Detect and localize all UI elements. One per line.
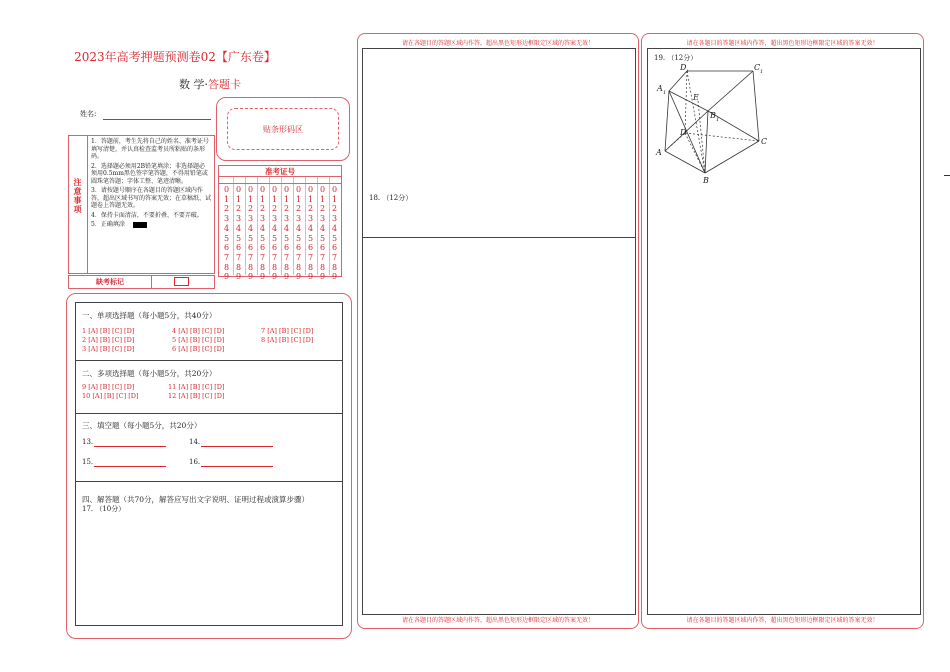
choice-q6[interactable]: 6 [A] [B] [C] [D] bbox=[172, 345, 225, 353]
answer-panel-inner bbox=[75, 302, 343, 626]
exam-digit-bubble[interactable]: 4 bbox=[235, 223, 242, 233]
exam-digit-bubble[interactable]: 5 bbox=[331, 233, 338, 243]
filled-bubble-sample bbox=[133, 222, 147, 228]
exam-digit-bubble[interactable]: 1 bbox=[271, 194, 278, 204]
label-b1: B bbox=[710, 111, 716, 120]
section2-col1 bbox=[82, 383, 138, 401]
barcode-label: 贴条形码区 bbox=[263, 125, 303, 134]
exam-digit-bubble[interactable]: 0 bbox=[223, 185, 230, 194]
edge-c1-b1 bbox=[708, 71, 753, 111]
exam-digit-column bbox=[234, 185, 243, 282]
exam-digit-bubble[interactable]: 0 bbox=[271, 185, 278, 194]
exam-digit-bubble[interactable]: 0 bbox=[247, 185, 254, 194]
right-panel-inner bbox=[647, 48, 921, 615]
exam-digit-bubble[interactable]: 1 bbox=[259, 194, 266, 204]
edge-marker bbox=[944, 175, 950, 176]
label-c1-sub: 1 bbox=[760, 69, 764, 75]
exam-digit-bubble[interactable]: 9 bbox=[283, 272, 290, 282]
exam-digit-bubble[interactable]: 7 bbox=[307, 252, 314, 262]
choice-q3[interactable]: 3 [A] [B] [C] [D] bbox=[82, 345, 135, 353]
exam-digit-bubble[interactable]: 4 bbox=[259, 223, 266, 233]
edge-a1-d1 bbox=[669, 69, 690, 91]
exam-digit-bubble[interactable]: 8 bbox=[307, 262, 314, 272]
exam-digit-bubble[interactable]: 1 bbox=[235, 194, 242, 204]
exam-digit-bubble[interactable]: 1 bbox=[247, 194, 254, 204]
section1-col3 bbox=[261, 327, 313, 345]
exam-digit-bubble[interactable]: 8 bbox=[295, 262, 302, 272]
notice-label-cell bbox=[69, 136, 88, 273]
q18-label: 18. （12分） bbox=[369, 194, 413, 202]
exam-digit-bubble[interactable]: 2 bbox=[331, 204, 338, 214]
exam-digit-bubble[interactable]: 6 bbox=[295, 243, 302, 253]
exam-digit-bubble[interactable]: 0 bbox=[283, 185, 290, 194]
exam-digit-bubble[interactable]: 7 bbox=[331, 252, 338, 262]
barcode-frame bbox=[216, 97, 350, 161]
exam-digit-bubble[interactable]: 2 bbox=[223, 204, 230, 214]
exam-digit-bubble[interactable]: 5 bbox=[247, 233, 254, 243]
exam-digit-bubble[interactable]: 6 bbox=[331, 243, 338, 253]
exam-digit-bubble[interactable]: 1 bbox=[283, 194, 290, 204]
exam-digit-bubble[interactable]: 9 bbox=[223, 272, 230, 282]
exam-digit-bubble[interactable]: 0 bbox=[331, 185, 338, 194]
divider bbox=[76, 360, 342, 361]
absent-checkbox[interactable] bbox=[174, 277, 189, 286]
exam-digit-bubble[interactable]: 9 bbox=[307, 272, 314, 282]
exam-digit-bubble[interactable]: 3 bbox=[247, 214, 254, 224]
exam-number-grid bbox=[218, 165, 342, 282]
choice-q4[interactable]: 4 [A] [B] [C] [D] bbox=[172, 327, 225, 335]
q18-answer-area[interactable] bbox=[363, 238, 635, 614]
exam-digit-bubble[interactable]: 6 bbox=[319, 243, 326, 253]
exam-digit-bubble[interactable]: 3 bbox=[319, 214, 326, 224]
absent-label: 缺考标记 bbox=[69, 276, 152, 288]
choice-q9[interactable]: 9 [A] [B] [C] [D] bbox=[82, 383, 135, 391]
label-a: A bbox=[656, 148, 662, 157]
top-warning: 请在各题目的答题区域内作答，超出黑色矩形边框限定区域的答案无效！ bbox=[401, 40, 594, 47]
choice-q11[interactable]: 11 [A] [B] [C] [D] bbox=[168, 383, 225, 391]
exam-digit-bubble[interactable]: 7 bbox=[271, 252, 278, 262]
exam-digit-bubble[interactable]: 0 bbox=[295, 185, 302, 194]
exam-digit-bubble[interactable]: 1 bbox=[223, 194, 230, 204]
subject-suffix: 答题卡 bbox=[208, 78, 241, 91]
exam-digit-column bbox=[270, 185, 279, 282]
exam-digit-bubble[interactable]: 4 bbox=[271, 223, 278, 233]
top-warning: 请在各题目的答题区域内作答，超出黑色矩形边框限定区域的答案无效！ bbox=[686, 40, 879, 47]
exam-digit-bubble[interactable]: 5 bbox=[283, 233, 290, 243]
exam-digit-column bbox=[258, 185, 267, 282]
page-title: 2023年高考押题预测卷02【广东卷】 bbox=[74, 50, 276, 64]
exam-digit-column bbox=[330, 185, 339, 282]
exam-digit-bubble[interactable]: 5 bbox=[319, 233, 326, 243]
notice-list bbox=[91, 138, 211, 229]
exam-digit-bubble[interactable]: 4 bbox=[283, 223, 290, 233]
section1-title: 一、单项选择题（每小题5分，共40分） bbox=[82, 311, 217, 320]
exam-digit-bubble[interactable]: 7 bbox=[283, 252, 290, 262]
exam-digit-bubble[interactable]: 2 bbox=[247, 204, 254, 214]
exam-digit-bubble[interactable]: 5 bbox=[223, 233, 230, 243]
right-panel bbox=[641, 33, 924, 629]
exam-digit-bubble[interactable]: 2 bbox=[235, 204, 242, 214]
exam-digit-column bbox=[222, 185, 231, 282]
subject-prefix: 数 学· bbox=[179, 78, 208, 91]
exam-number-label: 准考证号 bbox=[219, 166, 341, 177]
edge-a-b bbox=[665, 151, 705, 173]
exam-digit-column bbox=[282, 185, 291, 282]
exam-digit-bubble[interactable]: 3 bbox=[307, 214, 314, 224]
edge-a1-b1 bbox=[669, 91, 708, 111]
exam-digit-bubble[interactable]: 7 bbox=[247, 252, 254, 262]
exam-digit-bubble[interactable]: 6 bbox=[307, 243, 314, 253]
exam-digit-bubble[interactable]: 9 bbox=[271, 272, 278, 282]
label-c: C bbox=[761, 137, 768, 146]
edge-b-c bbox=[705, 141, 759, 173]
exam-digit-bubble[interactable]: 2 bbox=[271, 204, 278, 214]
absent-box bbox=[68, 275, 215, 289]
exam-digit-bubble[interactable]: 3 bbox=[235, 214, 242, 224]
exam-digit-bubble[interactable]: 6 bbox=[259, 243, 266, 253]
exam-digit-bubble[interactable]: 7 bbox=[319, 252, 326, 262]
exam-digit-bubble[interactable]: 4 bbox=[331, 223, 338, 233]
fill-q14-label: 14. bbox=[189, 438, 201, 446]
label-a1: A bbox=[657, 84, 663, 93]
exam-number-columns bbox=[219, 177, 341, 282]
exam-digit-bubble[interactable]: 8 bbox=[223, 262, 230, 272]
exam-digit-bubble[interactable]: 6 bbox=[283, 243, 290, 253]
exam-digit-bubble[interactable]: 1 bbox=[295, 194, 302, 204]
q17-continued-area[interactable] bbox=[363, 49, 635, 237]
exam-digit-bubble[interactable]: 2 bbox=[283, 204, 290, 214]
notice-item-5 bbox=[91, 221, 211, 229]
choice-q1[interactable]: 1 [A] [B] [C] [D] bbox=[82, 327, 135, 335]
section3-title: 三、填空题（每小题5分，共20分） bbox=[82, 421, 202, 430]
exam-digit-bubble[interactable]: 3 bbox=[259, 214, 266, 224]
exam-digit-bubble[interactable]: 7 bbox=[295, 252, 302, 262]
exam-digit-bubble[interactable]: 7 bbox=[235, 252, 242, 262]
exam-digit-bubble[interactable]: 5 bbox=[235, 233, 242, 243]
exam-digit-bubble[interactable]: 3 bbox=[331, 214, 338, 224]
label-e: E bbox=[693, 93, 699, 102]
exam-digit-bubble[interactable]: 2 bbox=[259, 204, 266, 214]
hidden-edge-e-b bbox=[698, 101, 705, 173]
divider bbox=[76, 413, 342, 414]
fill-q15-field[interactable] bbox=[94, 466, 166, 467]
exam-digit-bubble[interactable]: 8 bbox=[271, 262, 278, 272]
exam-digit-bubble[interactable]: 0 bbox=[235, 185, 242, 194]
exam-digit-bubble[interactable]: 3 bbox=[283, 214, 290, 224]
choice-q2[interactable]: 2 [A] [B] [C] [D] bbox=[82, 336, 135, 344]
label-d1: D bbox=[680, 63, 687, 72]
exam-digit-bubble[interactable]: 5 bbox=[295, 233, 302, 243]
fill-q16-label: 16. bbox=[189, 458, 201, 466]
fill-q15-label: 15. bbox=[82, 458, 94, 466]
notice-item-4: 4．保持卡面清洁，不要折叠、不要弄破。 bbox=[91, 211, 203, 219]
exam-digit-bubble[interactable]: 8 bbox=[331, 262, 338, 272]
exam-digit-bubble[interactable]: 0 bbox=[259, 185, 266, 194]
notice-item-1: 1．答题前，考生先将自己的姓名、准考证号填写清楚，并认真检查监考员所粘贴的条形码。 bbox=[91, 138, 209, 160]
exam-digit-bubble[interactable]: 4 bbox=[295, 223, 302, 233]
middle-panel bbox=[357, 33, 639, 629]
notice-box bbox=[68, 135, 215, 274]
divider bbox=[76, 481, 342, 482]
exam-digit-bubble[interactable]: 4 bbox=[247, 223, 254, 233]
choice-q12[interactable]: 12 [A] [B] [C] [D] bbox=[168, 392, 225, 400]
choice-q5[interactable]: 5 [A] [B] [C] [D] bbox=[172, 336, 225, 344]
bottom-warning: 请在各题目的答题区域内作答，超出黑色矩形边框限定区域的答案无效！ bbox=[686, 617, 879, 624]
exam-digit-bubble[interactable]: 9 bbox=[319, 272, 326, 282]
exam-digit-bubble[interactable]: 3 bbox=[271, 214, 278, 224]
section1-col1 bbox=[82, 327, 134, 354]
prism-figure bbox=[653, 61, 778, 185]
exam-digit-bubble[interactable]: 8 bbox=[247, 262, 254, 272]
exam-digit-column bbox=[246, 185, 255, 282]
exam-digit-bubble[interactable]: 6 bbox=[235, 243, 242, 253]
edge-c1-c bbox=[753, 71, 759, 141]
exam-digit-bubble[interactable]: 3 bbox=[223, 214, 230, 224]
section1-col2 bbox=[172, 327, 224, 354]
exam-digit-bubble[interactable]: 7 bbox=[259, 252, 266, 262]
hidden-edge-d1-d bbox=[685, 69, 690, 133]
label-d: D bbox=[680, 128, 687, 137]
exam-digit-bubble[interactable]: 8 bbox=[319, 262, 326, 272]
name-field[interactable] bbox=[103, 119, 211, 120]
section2-title: 二、多项选择题（每小题5分，共20分） bbox=[82, 369, 217, 378]
exam-digit-bubble[interactable]: 6 bbox=[223, 243, 230, 253]
notice-item-2: 2．选择题必须用2B铅笔填涂；非选择题必须用0.5mm黑色签字笔答题，不得用铅笔或圆珠笔答题；字体工整、笔迹清晰。 bbox=[91, 162, 208, 185]
exam-digit-bubble[interactable]: 5 bbox=[307, 233, 314, 243]
exam-digit-bubble[interactable]: 7 bbox=[223, 252, 230, 262]
label-b1-sub: 1 bbox=[716, 117, 720, 123]
exam-digit-bubble[interactable]: 6 bbox=[271, 243, 278, 253]
choice-q7[interactable]: 7 [A] [B] [C] [D] bbox=[261, 327, 314, 335]
notice-label: 注意事项 bbox=[73, 178, 83, 214]
exam-digit-column bbox=[318, 185, 327, 282]
label-c1: C bbox=[754, 63, 761, 72]
q19-label: 19. （12分） bbox=[654, 54, 698, 62]
exam-digit-bubble[interactable]: 4 bbox=[319, 223, 326, 233]
exam-digit-bubble[interactable]: 4 bbox=[307, 223, 314, 233]
fill-q16-field[interactable] bbox=[201, 466, 273, 467]
exam-digit-bubble[interactable]: 5 bbox=[259, 233, 266, 243]
exam-digit-bubble[interactable]: 9 bbox=[331, 272, 338, 282]
barcode-area bbox=[227, 108, 339, 150]
exam-digit-column bbox=[294, 185, 303, 282]
exam-digit-column bbox=[306, 185, 315, 282]
label-b: B bbox=[703, 176, 709, 185]
exam-digit-bubble[interactable]: 2 bbox=[295, 204, 302, 214]
choice-q8[interactable]: 8 [A] [B] [C] [D] bbox=[261, 336, 314, 344]
exam-digit-bubble[interactable]: 1 bbox=[319, 194, 326, 204]
exam-digit-bubble[interactable]: 1 bbox=[307, 194, 314, 204]
q17-label: 17. （10分） bbox=[82, 505, 126, 513]
bottom-warning: 请在各题目的答题区域内作答，超出黑色矩形边框限定区域的答案无效！ bbox=[401, 617, 594, 624]
answer-panel bbox=[66, 293, 352, 639]
exam-digit-bubble[interactable]: 4 bbox=[223, 223, 230, 233]
name-label: 姓名: bbox=[80, 110, 97, 118]
exam-digit-bubble[interactable]: 9 bbox=[295, 272, 302, 282]
exam-digit-bubble[interactable]: 8 bbox=[283, 262, 290, 272]
exam-digit-bubble[interactable]: 0 bbox=[307, 185, 314, 194]
section2-col2 bbox=[168, 383, 224, 401]
fill-q13-label: 13. bbox=[82, 438, 94, 446]
edge-a1-a bbox=[665, 91, 669, 151]
edge-b1-b bbox=[705, 111, 708, 173]
notice-item-5-text: 5．正确填涂 bbox=[91, 221, 125, 228]
exam-digit-bubble[interactable]: 5 bbox=[271, 233, 278, 243]
edge-a1-b bbox=[669, 91, 705, 173]
exam-digit-bubble[interactable]: 0 bbox=[319, 185, 326, 194]
notice-item-3: 3．请按题号顺序在各题目的答题区域内作答，超出区域书写的答案无效；在草稿纸、试题卷上答题无效。 bbox=[91, 187, 212, 209]
exam-entry-row-line bbox=[219, 183, 341, 184]
q17-answer-area[interactable] bbox=[76, 515, 342, 623]
exam-digit-bubble[interactable]: 1 bbox=[331, 194, 338, 204]
exam-digit-bubble[interactable]: 9 bbox=[247, 272, 254, 282]
fill-q13-field[interactable] bbox=[94, 446, 166, 447]
q19-answer-area[interactable] bbox=[648, 179, 920, 614]
label-d1-sub: 1 bbox=[686, 69, 690, 75]
choice-q10[interactable]: 10 [A] [B] [C] [D] bbox=[82, 392, 139, 400]
exam-digit-bubble[interactable]: 6 bbox=[247, 243, 254, 253]
fill-q14-field[interactable] bbox=[201, 446, 273, 447]
exam-digit-bubble[interactable]: 8 bbox=[235, 262, 242, 272]
middle-panel-inner bbox=[362, 48, 636, 615]
exam-digit-bubble[interactable]: 3 bbox=[295, 214, 302, 224]
exam-digit-bubble[interactable]: 9 bbox=[259, 272, 266, 282]
exam-digit-bubble[interactable]: 8 bbox=[259, 262, 266, 272]
section4-title: 四、解答题（共70分，解答应写出文字说明、证明过程或演算步骤） bbox=[82, 495, 310, 504]
exam-digit-bubble[interactable]: 9 bbox=[235, 272, 242, 282]
label-a1-sub: 1 bbox=[663, 90, 667, 96]
exam-digit-bubble[interactable]: 2 bbox=[319, 204, 326, 214]
exam-digit-bubble[interactable]: 2 bbox=[307, 204, 314, 214]
